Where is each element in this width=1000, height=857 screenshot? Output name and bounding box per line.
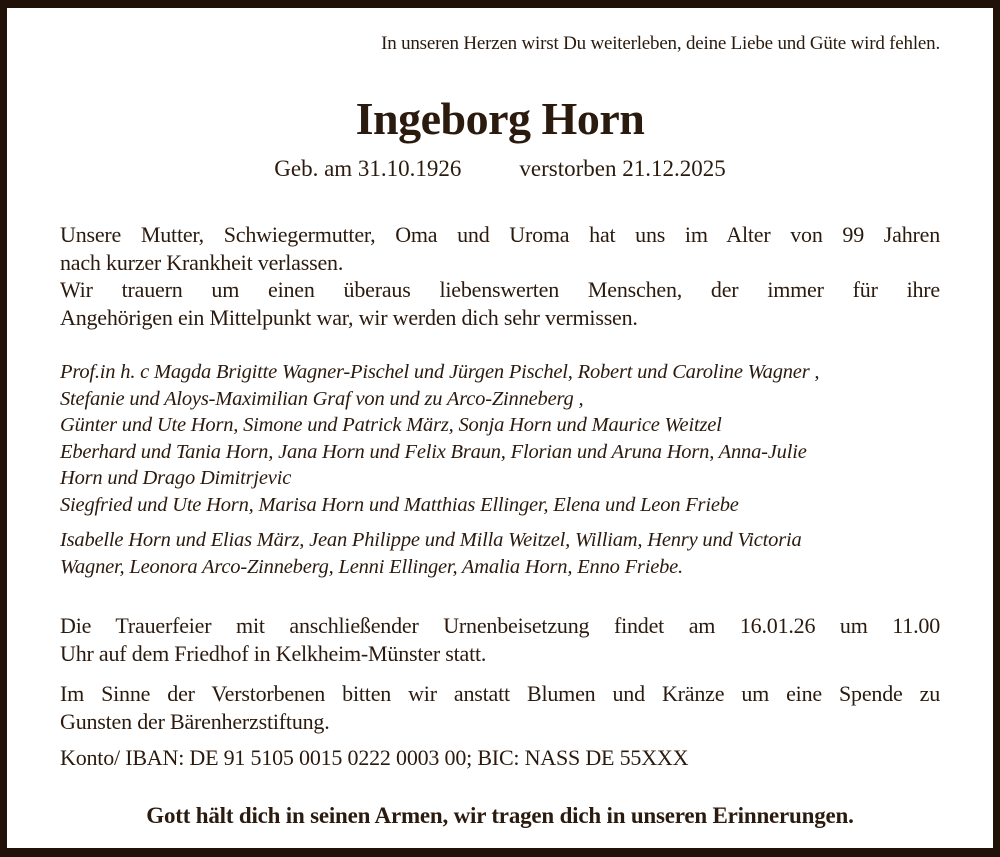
text-line: nach kurzer Krankheit verlassen. <box>60 249 344 275</box>
text-line: Unsere Mutter, Schwiegermutter, Oma und Uroma hat uns im Alter von 99 Jahren <box>60 222 940 247</box>
birth-date: Geb. am 31.10.1926 <box>274 156 462 181</box>
epigraph: In unseren Herzen wirst Du weiterleben, deine Liebe und Güte wird fehlen. <box>381 33 940 54</box>
deceased-name: Ingeborg Horn <box>355 93 645 144</box>
text-line: Siegfried und Ute Horn, Marisa Horn und Matthias Ellinger, Elena und Leon Friebe <box>60 493 739 516</box>
text-line: Angehörigen ein Mittelpunkt war, wir werden dich sehr vermissen. <box>60 304 638 330</box>
donation-request <box>60 680 940 735</box>
text-line: Die Trauerfeier mit anschließender Urnenbeisetzung findet am 16.01.26 um 11.00 <box>60 613 940 638</box>
closing-line: Gott hält dich in seinen Armen, wir tragen dich in unseren Erinnerungen. <box>146 803 854 828</box>
mourners-list-primary <box>60 359 940 518</box>
funeral-info <box>60 612 940 667</box>
life-dates <box>60 154 940 183</box>
text-line: Prof.in h. c Magda Brigitte Wagner-Pischel und Jürgen Pischel, Robert und Caroline Wagner , <box>60 361 820 383</box>
intro-paragraph-2 <box>60 276 940 331</box>
bank-details: Konto/ IBAN: DE 91 5105 0015 0222 0003 00; BIC: NASS DE 55XXX <box>60 745 689 770</box>
text-line: Uhr auf dem Friedhof in Kelkheim-Münster statt. <box>60 640 487 666</box>
text-line: Gunsten der Bärenherzstiftung. <box>60 708 330 734</box>
intro-paragraph-1 <box>60 221 940 276</box>
text-line: Wir trauern um einen überaus liebenswerten Menschen, der immer für ihre <box>60 277 940 302</box>
text-line: Stefanie und Aloys-Maximilian Graf von und zu Arco-Zinneberg , <box>60 387 584 410</box>
text-line: Isabelle Horn und Elias März, Jean Philippe und Milla Weitzel, William, Henry und Victoria <box>60 529 802 551</box>
text-line: Wagner, Leonora Arco-Zinneberg, Lenni Ellinger, Amalia Horn, Enno Friebe. <box>60 556 683 578</box>
text-line: Eberhard und Tania Horn, Jana Horn und Felix Braun, Florian und Aruna Horn, Anna-Julie <box>60 440 807 463</box>
text-line: Im Sinne der Verstorbenen bitten wir anstatt Blumen und Kränze um eine Spende zu <box>60 681 940 706</box>
death-date: verstorben 21.12.2025 <box>519 156 726 181</box>
text-line: Horn und Drago Dimitrjevic <box>60 467 292 489</box>
mourners-list-secondary <box>60 527 940 581</box>
text-line: Günter und Ute Horn, Simone und Patrick März, Sonja Horn und Maurice Weitzel <box>60 414 722 436</box>
